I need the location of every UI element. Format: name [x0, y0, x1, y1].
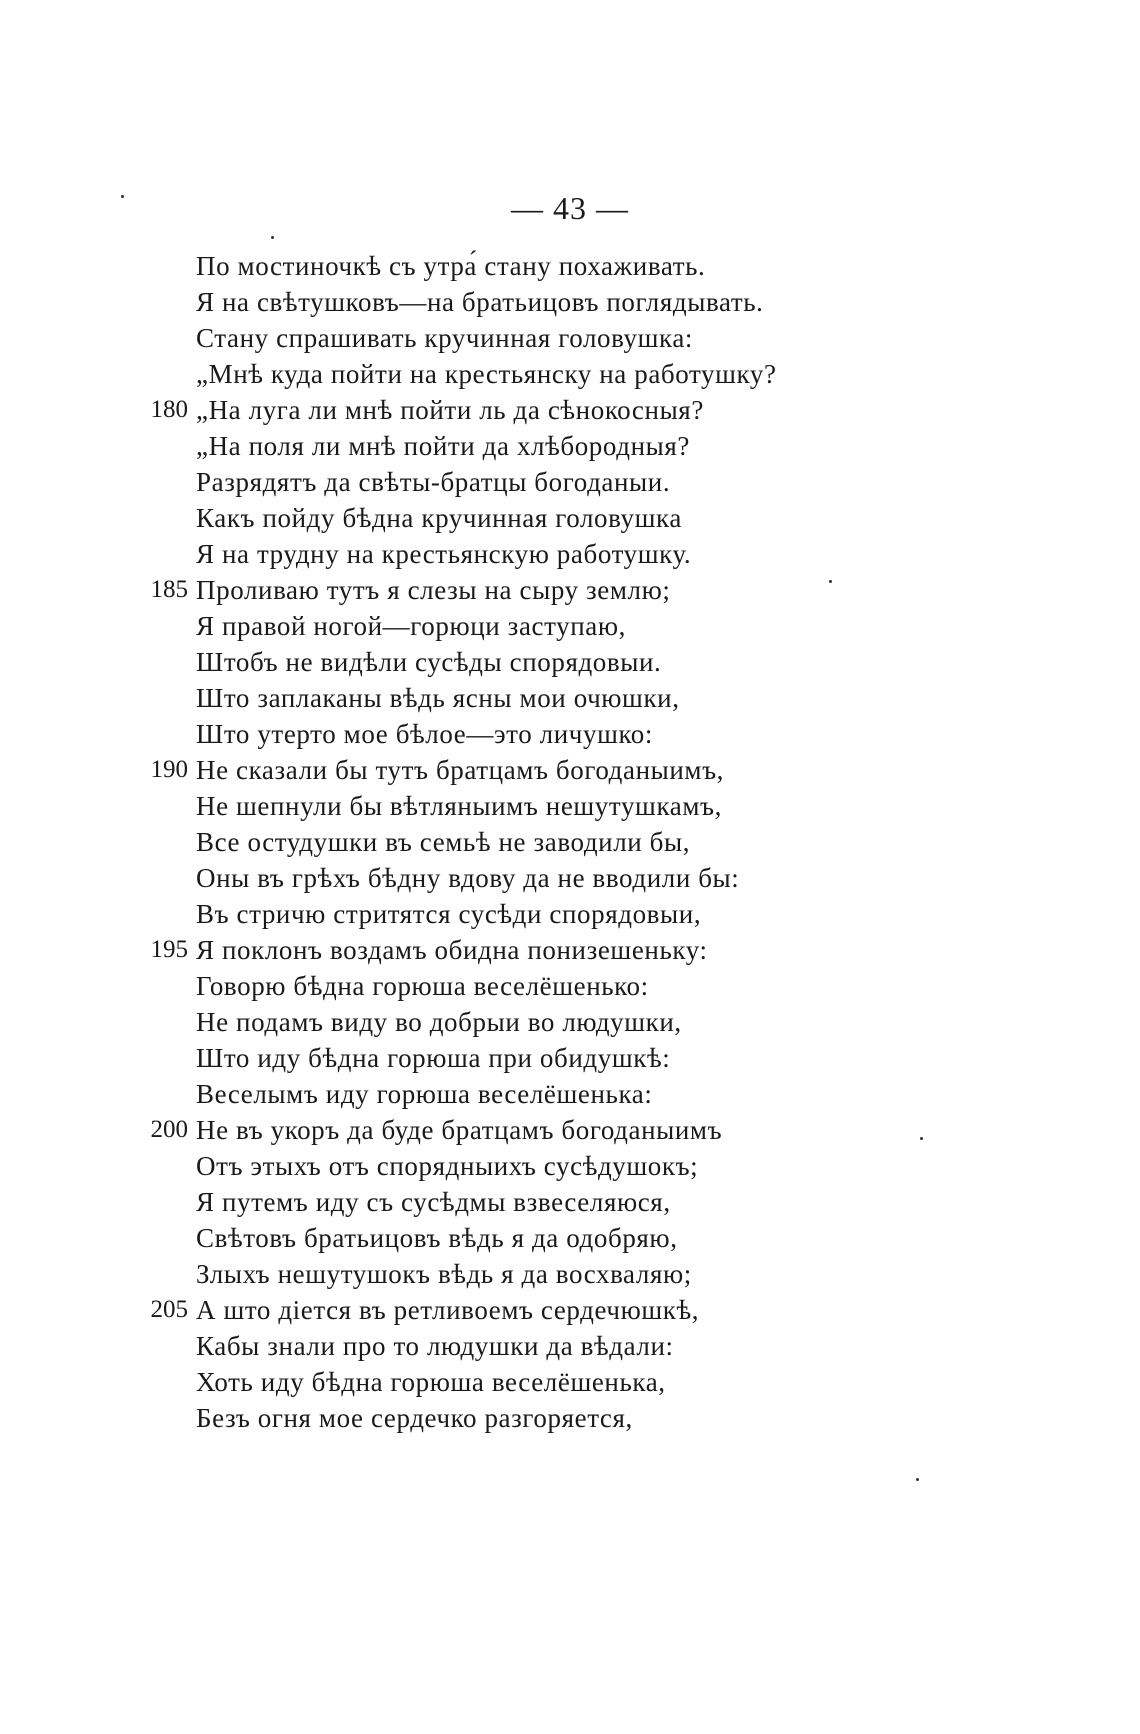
verse-line: [0, 1004, 1140, 1040]
verse-line: [0, 860, 1140, 896]
verse-line: [0, 1292, 1140, 1328]
verse-text: Не въ укоръ да буде братцамъ богоданыимъ: [196, 1115, 723, 1145]
verse-line: [0, 1040, 1140, 1076]
verse-line: [0, 1076, 1140, 1112]
line-number: 190: [150, 756, 188, 783]
verse-text: Веселымъ иду горюша веселёшенька:: [196, 1079, 653, 1109]
verse-text: Штобъ не видѣли сусѣды спорядовыи.: [196, 647, 662, 677]
verse-line: [0, 968, 1140, 1004]
verse-text: Не сказали бы тутъ братцамъ богоданыимъ,: [196, 755, 725, 785]
verse-text: Стану спрашивать кручинная головушка:: [196, 323, 694, 353]
scan-speck: [121, 195, 124, 198]
verse-line: [0, 932, 1140, 968]
verse-text: Не подамъ виду во добрыи во людушки,: [196, 1007, 682, 1037]
verse-line: [0, 716, 1140, 752]
line-number: 195: [150, 936, 188, 963]
verse-text: Разрядятъ да свѣты-братцы богоданыи.: [196, 467, 671, 497]
verse-text: А што дiется въ ретливоемъ сердечюшкѣ,: [196, 1295, 700, 1325]
verse-text: Не шепнули бы вѣтляныимъ нешутушкамъ,: [196, 791, 722, 821]
verse-line: [0, 1184, 1140, 1220]
verse-text: Проливаю тутъ я слезы на сыру землю;: [196, 575, 671, 605]
verse-line: [0, 1400, 1140, 1436]
verse-line: [0, 644, 1140, 680]
verse-text: Отъ этыхъ отъ спорядныихъ сусѣдушокъ;: [196, 1151, 699, 1181]
verse-line: [0, 1364, 1140, 1400]
verse-line: [0, 896, 1140, 932]
verse-text: Што утерто мое бѣлое—это личушко:: [196, 719, 654, 749]
verse-line: [0, 680, 1140, 716]
verse-line: [0, 572, 1140, 608]
poem-text: [0, 248, 1140, 1436]
verse-line: [0, 320, 1140, 356]
verse-text: Я поклонъ воздамъ обидна понизешеньку:: [196, 935, 708, 965]
verse-text: Што заплаканы вѣдь ясны мои очюшки,: [196, 683, 680, 713]
scan-speck: [829, 580, 832, 583]
verse-line: [0, 1220, 1140, 1256]
line-number: 200: [150, 1116, 188, 1143]
verse-line: [0, 788, 1140, 824]
verse-text: „Мнѣ куда пойти на крестьянску на работушку?: [196, 359, 777, 389]
verse-text: Въ стричю стритятся сусѣди спорядовыи,: [196, 899, 702, 929]
verse-text: Хоть иду бѣдна горюша веселёшенька,: [196, 1367, 666, 1397]
verse-text: Безъ огня мое сердечко разгоряется,: [196, 1403, 633, 1433]
verse-text: Я путемъ иду съ сусѣдмы взвеселяюся,: [196, 1187, 671, 1217]
verse-line: [0, 500, 1140, 536]
verse-line: [0, 248, 1140, 284]
verse-line: [0, 1328, 1140, 1364]
verse-text: Свѣтовъ братьицовъ вѣдь я да одобряю,: [196, 1223, 678, 1253]
verse-line: [0, 392, 1140, 428]
verse-line: [0, 536, 1140, 572]
verse-text: Какъ пойду бѣдна кручинная головушка: [196, 503, 682, 533]
verse-text: Все остудушки въ семьѣ не заводили бы,: [196, 827, 691, 857]
verse-text: По мостиночкѣ съ утра́ стану похаживать.: [196, 251, 706, 281]
verse-text: „На поля ли мнѣ пойти да хлѣбородныя?: [196, 431, 690, 461]
scan-speck: [920, 1137, 923, 1140]
verse-text: Кабы знали про то людушки да вѣдали:: [196, 1331, 674, 1361]
line-number: 185: [150, 576, 188, 603]
verse-line: [0, 356, 1140, 392]
verse-line: [0, 608, 1140, 644]
verse-line: [0, 284, 1140, 320]
verse-line: [0, 1148, 1140, 1184]
verse-text: Оны въ грѣхъ бѣдну вдову да не вводили бы:: [196, 863, 740, 893]
verse-line: [0, 464, 1140, 500]
verse-line: [0, 1256, 1140, 1292]
verse-text: „На луга ли мнѣ пойти ль да сѣнокосныя?: [196, 395, 704, 425]
verse-text: Говорю бѣдна горюша веселёшенько:: [196, 971, 649, 1001]
verse-text: Што иду бѣдна горюша при обидушкѣ:: [196, 1043, 671, 1073]
verse-text: Я на свѣтушковъ—на братьицовъ поглядывать.: [196, 287, 764, 317]
verse-text: Я правой ногой—горюци заступаю,: [196, 611, 627, 641]
scan-speck: [916, 1478, 919, 1481]
verse-line: [0, 752, 1140, 788]
verse-text: Я на трудну на крестьянскую работушку.: [196, 539, 692, 569]
verse-line: [0, 428, 1140, 464]
verse-line: [0, 824, 1140, 860]
line-number: 180: [150, 396, 188, 423]
page-number: — 43 —: [511, 190, 629, 226]
verse-line: [0, 1112, 1140, 1148]
scan-speck: [271, 236, 274, 239]
line-number: 205: [150, 1296, 188, 1323]
verse-text: Злыхъ нешутушокъ вѣдь я да восхваляю;: [196, 1259, 692, 1289]
